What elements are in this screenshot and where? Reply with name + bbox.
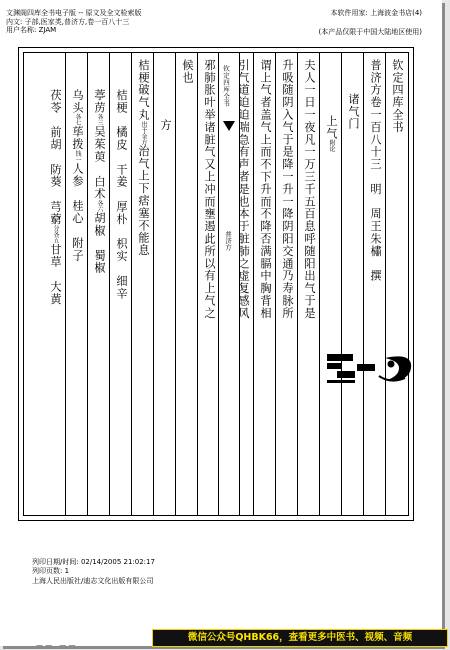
dosage-note: 分各五 [52,225,59,244]
ingredient: 人参 桂心 附子 [71,162,84,262]
left-half [24,53,218,515]
ingredient: 葶苈 [93,89,106,114]
column-divider [65,53,66,515]
text-column: 普济方卷一百八十三 明 周王朱橚 撰 [369,59,382,283]
column-divider [297,53,298,515]
column-divider [385,53,386,515]
formula-name: 桔梗破气丸 [137,59,150,121]
formula-source: 出千金方 [140,121,147,145]
text-column [48,89,62,305]
ingredient: 乌头 [71,89,84,114]
column-divider [153,53,154,515]
publisher-name: 上海人民出版社/迪志文化出版有限公司 [32,577,154,585]
print-pages: 列印页数: 1 [32,567,70,575]
print-time: 列印日期/时间: 02/14/2005 21:02:17 [32,558,155,566]
column-divider [319,53,320,515]
text-column: 引气道迫迫喘急有声者是也本于脏肺之虚复感风 [237,59,250,320]
fish-tail-mark-icon [223,121,235,131]
text-column: 邪肺胀叶举诸脏气又上冲而壅遏此所以有上气之 [203,59,216,320]
dosage-note: 各七 [74,113,81,126]
gutter-book-title: 钦定四库全书 [222,65,230,107]
header-content-path: 内文: 子部,医家类,普济方,卷一百八十三 [6,17,130,26]
header-licensee: 本软件用家: 上海波金书店(4) [330,9,422,17]
header-right [319,9,422,36]
text-column: 谓上气者盖气上而不下升而不降否满膈中胸背相 [259,59,272,320]
header-left [6,9,142,35]
ingredient: 茯苓 前胡 防葵 芎藭 [49,89,62,226]
text-column: 桔梗 橘皮 干姜 厚朴 枳实 细辛 [115,89,128,300]
column-divider [275,53,276,515]
text-column: 方 [159,119,172,132]
gutter-chapter: 普济方 [224,231,232,251]
text-column: 钦定四库全书 [391,59,404,134]
text-column: 诸气门 [347,93,360,131]
section-note: 附论 [328,139,335,152]
next-page-fragment: — — — — [36,641,76,649]
column-divider [131,53,132,515]
text-column [70,89,84,262]
dosage-note: 各三 [96,113,103,126]
column-divider [197,53,198,515]
column-divider [175,53,176,515]
column-divider [341,53,342,515]
formula-indication: 治气上下痞塞不能息 [137,145,150,257]
header-region-note: (本产品仅限于中国大陆地区使用) [318,27,422,36]
page-gutter [218,53,240,515]
text-column: 夫人一日一夜凡一万三千五百息呼随阳出气于是 [303,59,316,320]
ingredient: 荜拨 [71,125,84,151]
section-title: 上气 [325,115,338,140]
right-half [238,53,408,515]
ingredient: 吴茱萸 白术 [93,125,106,201]
publisher-logo-icon [325,350,417,386]
column-divider [363,53,364,515]
column-divider [109,53,110,515]
book-page [18,47,414,521]
column-divider [87,53,88,515]
text-column [324,115,338,152]
text-column: 候也 [181,59,194,84]
text-column [136,59,150,257]
header-title: 文渊阁四库全书电子版 -- 原文及全文检索版 [6,9,142,17]
dosage-note: 钱一 [74,150,81,163]
text-column: 升吸随阴入气于是降一升一降阴阳交通乃寿脉所 [281,59,294,320]
promo-banner: 微信公众号QHBK66，查看更多中医书、视频、音频 [152,629,448,647]
ingredient: 甘草 大黄 [49,243,62,306]
ingredient: 胡椒 蜀椒 [93,212,106,275]
dosage-note: 各六 [96,200,103,213]
column-divider [253,53,254,515]
header-user: 用户名称: ZJAM [6,26,57,34]
text-column [92,89,106,274]
book-page-frame [23,52,409,516]
